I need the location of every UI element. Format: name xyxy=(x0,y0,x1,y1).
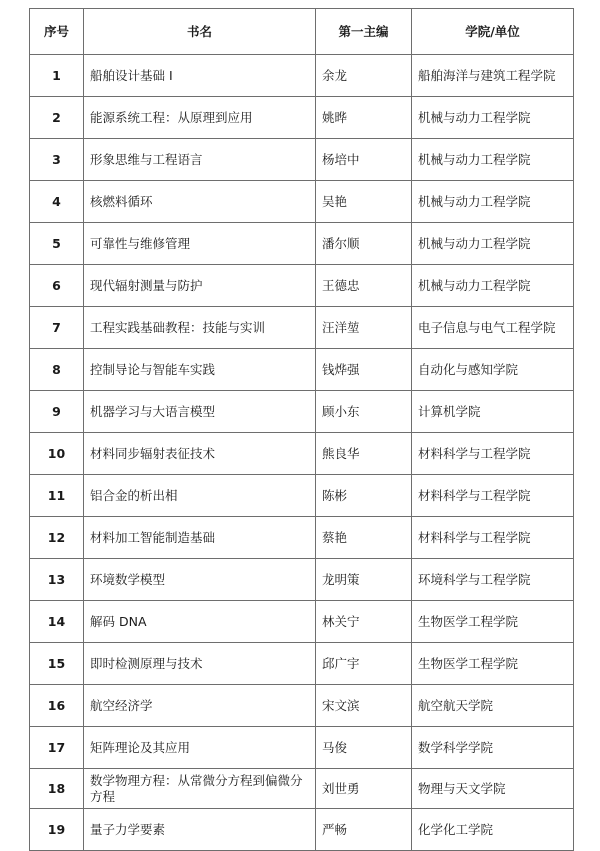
college: 机械与动力工程学院 xyxy=(412,139,574,181)
row-number: 10 xyxy=(30,433,84,475)
row-number: 11 xyxy=(30,475,84,517)
table-row xyxy=(30,769,574,809)
book-title: 船舶设计基础 I xyxy=(84,55,316,97)
chief-editor: 林关宁 xyxy=(316,601,412,643)
college: 电子信息与电气工程学院 xyxy=(412,307,574,349)
table-row xyxy=(30,265,574,307)
table-row xyxy=(30,643,574,685)
college: 航空航天学院 xyxy=(412,685,574,727)
table-row xyxy=(30,601,574,643)
book-title: 铝合金的析出相 xyxy=(84,475,316,517)
chief-editor: 钱烨强 xyxy=(316,349,412,391)
chief-editor: 刘世勇 xyxy=(316,769,412,809)
college: 生物医学工程学院 xyxy=(412,601,574,643)
book-title: 可靠性与维修管理 xyxy=(84,223,316,265)
table-row xyxy=(30,181,574,223)
header-book-title: 书名 xyxy=(84,9,316,55)
chief-editor: 汪洋堃 xyxy=(316,307,412,349)
header-number: 序号 xyxy=(30,9,84,55)
college: 物理与天文学院 xyxy=(412,769,574,809)
book-list-table xyxy=(29,8,574,851)
header-chief-editor: 第一主编 xyxy=(316,9,412,55)
book-title: 量子力学要素 xyxy=(84,809,316,851)
book-title: 材料同步辐射表征技术 xyxy=(84,433,316,475)
row-number: 5 xyxy=(30,223,84,265)
table-header xyxy=(30,9,574,55)
row-number: 15 xyxy=(30,643,84,685)
college: 生物医学工程学院 xyxy=(412,643,574,685)
college: 船舶海洋与建筑工程学院 xyxy=(412,55,574,97)
chief-editor: 余龙 xyxy=(316,55,412,97)
row-number: 16 xyxy=(30,685,84,727)
college: 机械与动力工程学院 xyxy=(412,97,574,139)
table-row xyxy=(30,223,574,265)
table-row xyxy=(30,475,574,517)
table-row xyxy=(30,55,574,97)
row-number: 12 xyxy=(30,517,84,559)
row-number: 1 xyxy=(30,55,84,97)
book-title: 工程实践基础教程：技能与实训 xyxy=(84,307,316,349)
college: 机械与动力工程学院 xyxy=(412,223,574,265)
table-row xyxy=(30,727,574,769)
college: 材料科学与工程学院 xyxy=(412,475,574,517)
table-row xyxy=(30,809,574,851)
book-title: 材料加工智能制造基础 xyxy=(84,517,316,559)
college: 机械与动力工程学院 xyxy=(412,181,574,223)
table-row xyxy=(30,391,574,433)
row-number: 18 xyxy=(30,769,84,809)
book-title: 控制导论与智能车实践 xyxy=(84,349,316,391)
college: 计算机学院 xyxy=(412,391,574,433)
row-number: 7 xyxy=(30,307,84,349)
college: 材料科学与工程学院 xyxy=(412,517,574,559)
row-number: 14 xyxy=(30,601,84,643)
book-title: 形象思维与工程语言 xyxy=(84,139,316,181)
table-row xyxy=(30,307,574,349)
chief-editor: 严畅 xyxy=(316,809,412,851)
book-title: 数学物理方程：从常微分方程到偏微分方程 xyxy=(84,769,316,809)
row-number: 6 xyxy=(30,265,84,307)
row-number: 19 xyxy=(30,809,84,851)
chief-editor: 龙明策 xyxy=(316,559,412,601)
row-number: 4 xyxy=(30,181,84,223)
college: 机械与动力工程学院 xyxy=(412,265,574,307)
book-title: 即时检测原理与技术 xyxy=(84,643,316,685)
book-title: 机器学习与大语言模型 xyxy=(84,391,316,433)
table-row xyxy=(30,139,574,181)
table-row xyxy=(30,97,574,139)
row-number: 8 xyxy=(30,349,84,391)
chief-editor: 马俊 xyxy=(316,727,412,769)
table-row xyxy=(30,433,574,475)
chief-editor: 熊良华 xyxy=(316,433,412,475)
college: 化学化工学院 xyxy=(412,809,574,851)
college: 数学科学学院 xyxy=(412,727,574,769)
book-title: 环境数学模型 xyxy=(84,559,316,601)
table-row xyxy=(30,559,574,601)
chief-editor: 邱广宇 xyxy=(316,643,412,685)
table-body xyxy=(30,55,574,851)
book-title: 矩阵理论及其应用 xyxy=(84,727,316,769)
chief-editor: 吴艳 xyxy=(316,181,412,223)
chief-editor: 陈彬 xyxy=(316,475,412,517)
row-number: 17 xyxy=(30,727,84,769)
college: 自动化与感知学院 xyxy=(412,349,574,391)
book-title: 现代辐射测量与防护 xyxy=(84,265,316,307)
row-number: 2 xyxy=(30,97,84,139)
row-number: 13 xyxy=(30,559,84,601)
chief-editor: 潘尔顺 xyxy=(316,223,412,265)
chief-editor: 宋文滨 xyxy=(316,685,412,727)
book-title: 能源系统工程：从原理到应用 xyxy=(84,97,316,139)
header-row xyxy=(30,9,574,55)
table-row xyxy=(30,685,574,727)
book-title: 核燃料循环 xyxy=(84,181,316,223)
chief-editor: 姚晔 xyxy=(316,97,412,139)
chief-editor: 蔡艳 xyxy=(316,517,412,559)
book-title: 航空经济学 xyxy=(84,685,316,727)
chief-editor: 王德忠 xyxy=(316,265,412,307)
college: 环境科学与工程学院 xyxy=(412,559,574,601)
college: 材料科学与工程学院 xyxy=(412,433,574,475)
row-number: 9 xyxy=(30,391,84,433)
chief-editor: 杨培中 xyxy=(316,139,412,181)
header-college: 学院/单位 xyxy=(412,9,574,55)
table-row xyxy=(30,517,574,559)
row-number: 3 xyxy=(30,139,84,181)
chief-editor: 顾小东 xyxy=(316,391,412,433)
book-title: 解码 DNA xyxy=(84,601,316,643)
table-row xyxy=(30,349,574,391)
